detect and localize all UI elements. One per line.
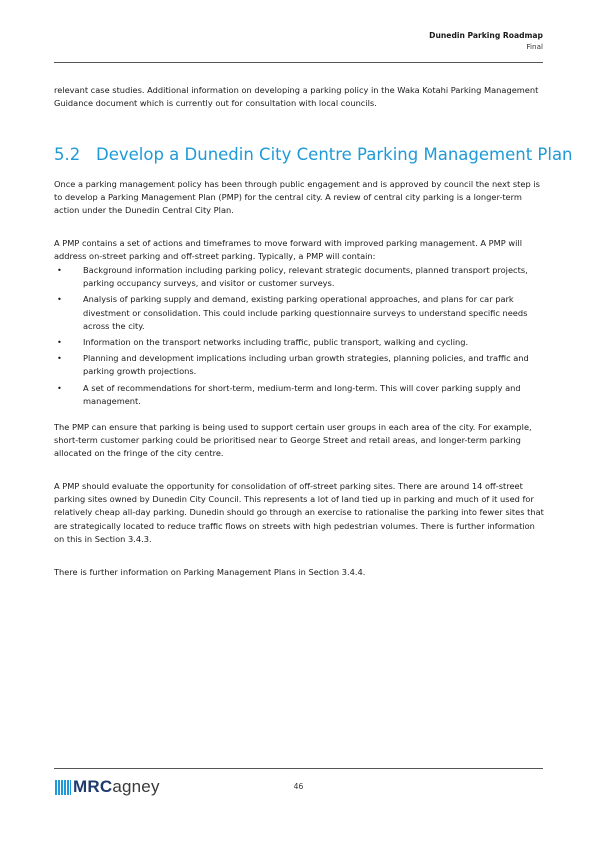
bullet-icon: • <box>57 265 62 275</box>
paragraph-1: Once a parking management policy has been through public engagement and is approved by council the next step is to develop a Parking Management Plan (PMP) for the central city. A review of central city parking is a longer-term action under the Dunedin Central City Plan. <box>54 179 540 216</box>
list-item <box>54 382 546 408</box>
section-number: 5.2 <box>54 145 81 164</box>
footer-divider <box>54 768 543 769</box>
list-item <box>54 293 546 333</box>
list-item-text: A set of recommendations for short-term, medium-term and long-term. This will cover parking supply and management. <box>83 382 521 406</box>
section-heading <box>54 145 573 164</box>
list-item-text: Planning and development implications including urban growth strategies, planning policies, and traffic and parking growth projections. <box>83 353 529 377</box>
header-divider <box>54 62 543 63</box>
bullet-icon: • <box>57 353 62 364</box>
bullet-icon: • <box>57 337 62 348</box>
list-item <box>54 264 546 290</box>
header-title: Dunedin Parking Roadmap <box>429 31 543 40</box>
logo-bold-text: MRC <box>73 777 113 796</box>
list-item <box>54 352 546 378</box>
list-item-text: Analysis of parking supply and demand, existing parking operational approaches, and plans for car park divestment or consolidation. This could include parking questionnaire surveys to understand specific needs across the city. <box>83 294 528 331</box>
list-item-text: Information on the transport networks including traffic, public transport, walking and cycling. <box>83 337 469 348</box>
list-item <box>54 336 546 349</box>
paragraph-2: A PMP contains a set of actions and timeframes to move forward with improved parking management. A PMP will address on-street parking and off-street parking. Typically, a PMP will contain: <box>54 238 522 262</box>
list-item-text: Background information including parking policy, relevant strategic documents, planned transport projects, parking occupancy surveys, and visitor or customer surveys. <box>83 265 528 289</box>
header-status: Final <box>526 42 543 51</box>
paragraph-4: A PMP should evaluate the opportunity for consolidation of off-street parking sites. There are around 14 off-street parking sites owned by Dunedin City Council. This represents a lot of land tied up in parking and much of it used for relatively cheap all-day parking. Dunedin should go through an exercise to rationalise the parking into fewer sites that are strategically located to reduce traffic flows on streets with high pedestrian volumes. There is further information on this in Section 3.4.3. <box>54 481 544 544</box>
bullet-icon: • <box>57 382 62 393</box>
pmp-contents-list <box>54 264 546 411</box>
section-title: Develop a Dunedin City Centre Parking Management Plan <box>96 145 573 164</box>
bullet-icon: • <box>57 294 62 305</box>
paragraph-5: There is further information on Parking Management Plans in Section 3.4.4. <box>54 567 366 577</box>
intro-continuation: relevant case studies. Additional information on developing a parking policy in the Waka Kotahi Parking Management Guidance document which is currently out for consultation with local councils. <box>54 85 539 109</box>
logo-rest-text: agney <box>112 777 160 796</box>
paragraph-3: The PMP can ensure that parking is being used to support certain user groups in each area of the city. For example, short-term customer parking could be prioritised near to George Street and retail areas, and longer-term parking allocated on the fringe of the city centre. <box>54 422 532 459</box>
page-number: 46 <box>293 782 304 791</box>
